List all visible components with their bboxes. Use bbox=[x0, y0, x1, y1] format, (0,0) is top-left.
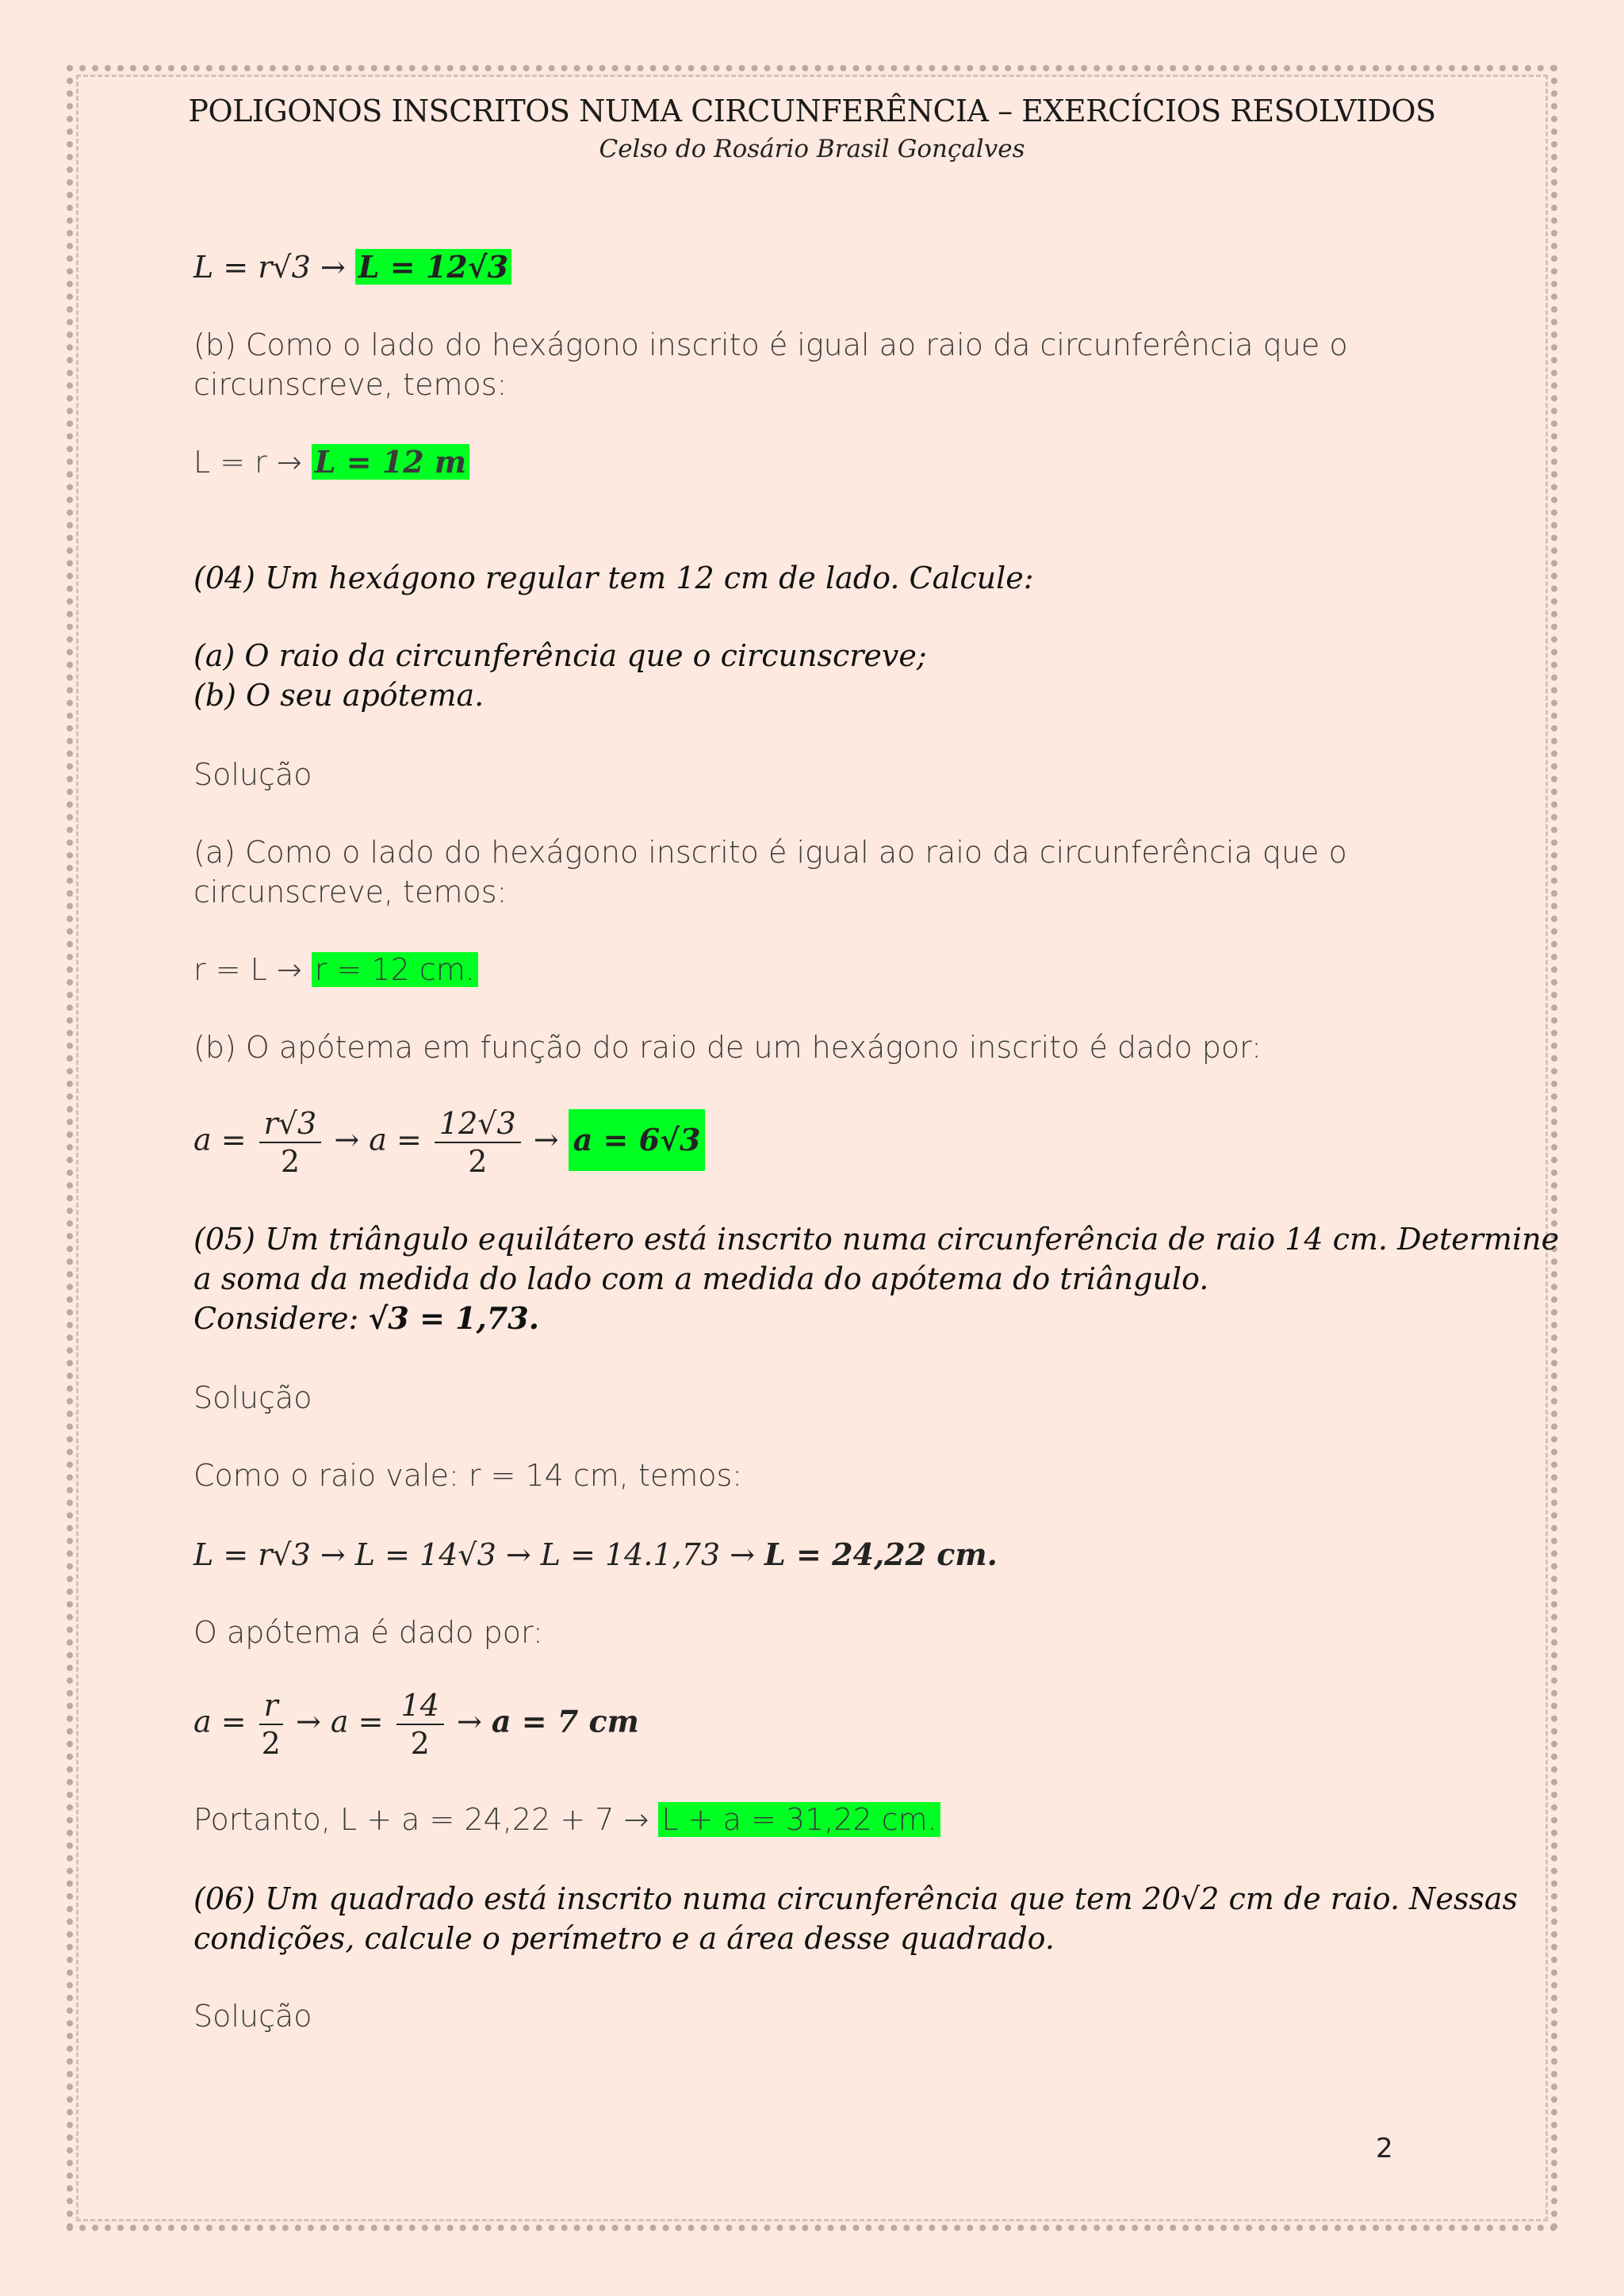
fraction: $\frac{12√3}{2}$ bbox=[435, 1105, 521, 1180]
question-04: (04) Um hexágono regular tem 12 cm de lado. Calcule: bbox=[193, 561, 1034, 595]
equation-line: L = r√3 → L = 14√3 → L = 14.1,73 → L = 24,22 cm. bbox=[193, 1536, 998, 1572]
question-05: Considere: √3 = 1,73. bbox=[193, 1300, 539, 1336]
text-line: (b) Como o lado do hexágono inscrito é igual ao raio da circunferência que o bbox=[193, 327, 1348, 362]
fraction: $\frac{14}{2}$ bbox=[396, 1687, 444, 1762]
text-line: Como o raio vale: r = 14 cm, temos: bbox=[193, 1458, 743, 1493]
fraction: $\frac{r√3}{2}$ bbox=[259, 1105, 322, 1180]
highlighted-answer: a = 6√3 bbox=[569, 1109, 706, 1171]
highlighted-answer: L = 12√3 bbox=[355, 249, 511, 285]
equation-line: Portanto, L + a = 24,22 + 7 → L + a = 31,22 cm. bbox=[193, 1800, 940, 1839]
text-line: circunscreve, temos: bbox=[193, 367, 508, 402]
equation-line: r = L → r = 12 cm. bbox=[193, 950, 478, 989]
question-06: condições, calcule o perímetro e a área desse quadrado. bbox=[193, 1921, 1055, 1956]
question-04b: (b) O seu apótema. bbox=[193, 678, 485, 713]
page-title: POLIGONOS INSCRITOS NUMA CIRCUNFERÊNCIA – EXERCÍCIOS RESOLVIDOS bbox=[188, 94, 1436, 128]
highlighted-answer: r = 12 cm. bbox=[312, 952, 478, 987]
question-06: (06) Um quadrado está inscrito numa circunferência que tem 20√2 cm de raio. Nessas bbox=[193, 1881, 1519, 1916]
solution-heading: Solução bbox=[193, 1999, 312, 2034]
fraction-equation: a = $\frac{r√3}{2}$ → a = $\frac{12√3}{2}$ → a = 6√3 bbox=[193, 1105, 705, 1180]
fraction: $\frac{r}{2}$ bbox=[259, 1687, 283, 1762]
fraction-equation: a = $\frac{r}{2}$ → a = $\frac{14}{2}$ → a = 7 cm bbox=[193, 1688, 639, 1761]
text-line: O apótema é dado por: bbox=[193, 1615, 543, 1650]
equation-line: L = r → L = 12 m bbox=[193, 442, 469, 482]
highlighted-answer: L + a = 31,22 cm. bbox=[658, 1802, 940, 1837]
highlighted-answer: L = 12 m bbox=[312, 444, 469, 480]
solution-heading: Solução bbox=[193, 757, 312, 792]
author-name: Celso do Rosário Brasil Gonçalves bbox=[599, 135, 1025, 163]
text-line: circunscreve, temos: bbox=[193, 874, 508, 909]
question-05: a soma da medida do lado com a medida do apótema do triângulo. bbox=[193, 1261, 1209, 1296]
equation-line: L = r√3 → L = 12√3 bbox=[193, 247, 511, 287]
text-line: (b) O apótema em função do raio de um hexágono inscrito é dado por: bbox=[193, 1030, 1262, 1065]
question-04a: (a) O raio da circunferência que o circunscreve; bbox=[193, 638, 927, 673]
question-05: (05) Um triângulo equilátero está inscrito numa circunferência de raio 14 cm. Determine bbox=[193, 1222, 1560, 1257]
solution-heading: Solução bbox=[193, 1380, 312, 1415]
text-line: (a) Como o lado do hexágono inscrito é igual ao raio da circunferência que o bbox=[193, 835, 1347, 870]
page-number: 2 bbox=[1376, 2133, 1393, 2164]
